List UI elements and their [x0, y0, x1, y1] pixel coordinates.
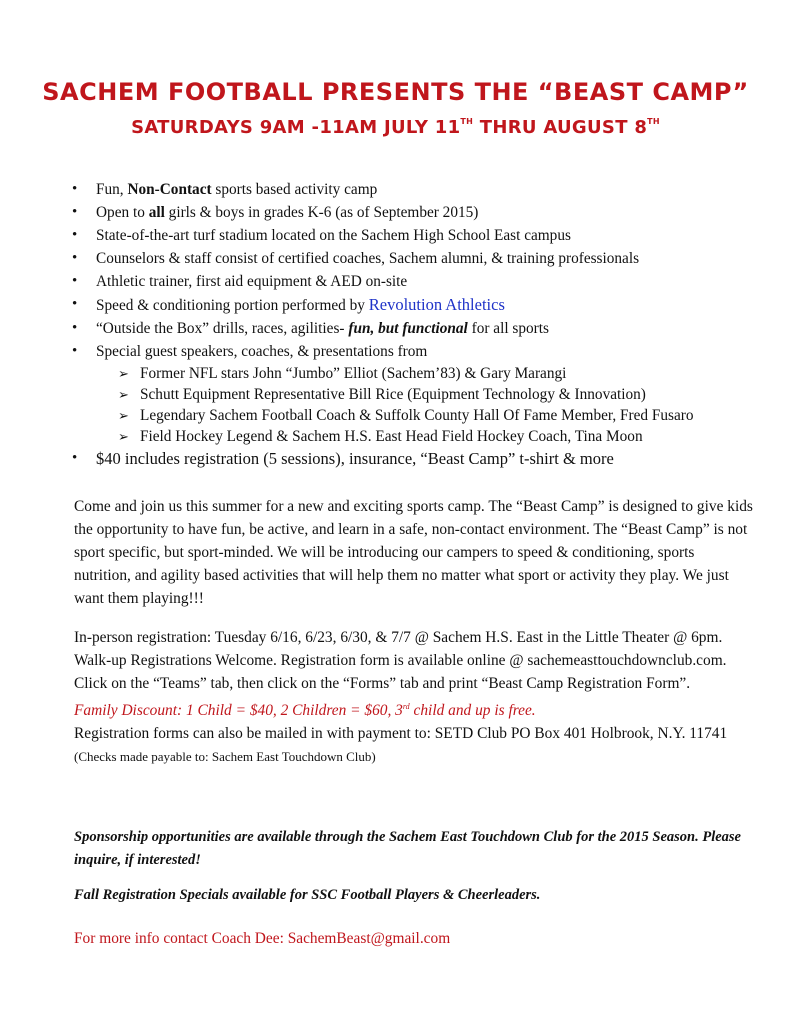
list-item: [72, 293, 772, 317]
bullet-text: Fun,: [96, 181, 128, 198]
mail-info: Registration forms can also be mailed in with payment to: SETD Club PO Box 401 Holbrook, N.Y. 11741: [74, 725, 728, 743]
intro-paragraph: Come and join us this summer for a new and exciting sports camp. The “Beast Camp” is designed to give kids the opportunity to have fun, be active, and learn in a safe, non-contact environment. The “Beast Camp” is not sport specific, but sport-minded. We will be introducing our campers to speed & conditioning, sports nutrition, and agility based activities that will help them no matter what sport or activity they play. We just want them playing!!!: [74, 498, 753, 607]
subtitle-part-a: SATURDAYS 9AM -11AM JULY 11: [131, 117, 461, 138]
guest-item: ➢ Schutt Equipment Representative Bill Rice (Equipment Technology & Innovation): [96, 384, 772, 405]
guest-item: ➢ Field Hockey Legend & Sachem H.S. East Head Field Hockey Coach, Tina Moon: [96, 426, 772, 447]
discount-text: child and up is free.: [409, 702, 536, 720]
sponsorship-note: Sponsorship opportunities are available through the Sachem East Touchdown Club for the 2015 Season. Please inquire, if interested!: [74, 829, 741, 868]
bullet-text: sports based activity camp: [211, 181, 378, 198]
bullet-text: girls & boys in grades K-6 (as of September 2015): [164, 204, 479, 221]
feature-list: [72, 178, 772, 470]
bullet-bold: all: [148, 204, 165, 221]
list-item: • State-of-the-art turf stadium located on the Sachem High School East campus: [72, 224, 772, 247]
list-item: • Athletic trainer, first aid equipment & AED on-site: [72, 270, 772, 293]
bullet-text: Open to: [96, 204, 149, 221]
discount-text: Family Discount: 1 Child = $40, 2 Children = $60, 3: [74, 702, 403, 720]
bullet-italic: fun, but functional: [348, 320, 468, 337]
subtitle-sup-1: TH: [460, 117, 474, 126]
guest-item: ➢ Former NFL stars John “Jumbo” Elliot (Sachem’83) & Gary Marangi: [96, 363, 772, 384]
bullet-text: Speed & conditioning portion performed by: [96, 297, 369, 314]
bullet-text: for all sports: [467, 320, 549, 337]
family-discount: [74, 695, 754, 722]
registration-section: [74, 626, 754, 768]
list-item: • Counselors & staff consist of certified coaches, Sachem alumni, & training professionals: [72, 247, 772, 270]
revolution-athletics-highlight: Revolution Athletics: [368, 295, 505, 314]
list-item: [72, 340, 772, 447]
list-item: [72, 201, 772, 224]
list-item: • $40 includes registration (5 sessions), insurance, “Beast Camp” t-shirt & more: [72, 447, 772, 470]
subtitle-sup-2: TH: [647, 117, 660, 126]
fall-registration-note: Fall Registration Specials available for SSC Football Players & Cheerleaders.: [74, 887, 541, 903]
discount-sup: rd: [402, 702, 410, 711]
checks-note: (Checks made payable to: Sachem East Touchdown Club): [74, 749, 376, 765]
guest-list: [96, 363, 772, 447]
list-item: [72, 317, 772, 340]
page-title: SACHEM FOOTBALL PRESENTS THE “BEAST CAMP”: [42, 78, 749, 106]
contact-info: For more info contact Coach Dee: SachemBeast@gmail.com: [74, 930, 451, 947]
bullet-text: Special guest speakers, coaches, & presentations from: [96, 343, 428, 360]
page-subtitle: [0, 117, 791, 138]
registration-paragraph: In-person registration: Tuesday 6/16, 6/23, 6/30, & 7/7 @ Sachem H.S. East in the Little Theater @ 6pm. Walk-up Registrations Welcome. Registration form is available online @ sachemeasttouchdownclub.com. Click on the “Teams” tab, then click on the “Forms” tab and print “Beast Camp Registration Form”.: [74, 629, 727, 692]
bullet-text: “Outside the Box” drills, races, agilities-: [96, 320, 349, 337]
list-item: [72, 178, 772, 201]
guest-item: ➢ Legendary Sachem Football Coach & Suffolk County Hall Of Fame Member, Fred Fusaro: [96, 405, 772, 426]
subtitle-part-b: THRU AUGUST 8: [473, 117, 648, 138]
bullet-bold: Non-Contact: [127, 181, 212, 198]
